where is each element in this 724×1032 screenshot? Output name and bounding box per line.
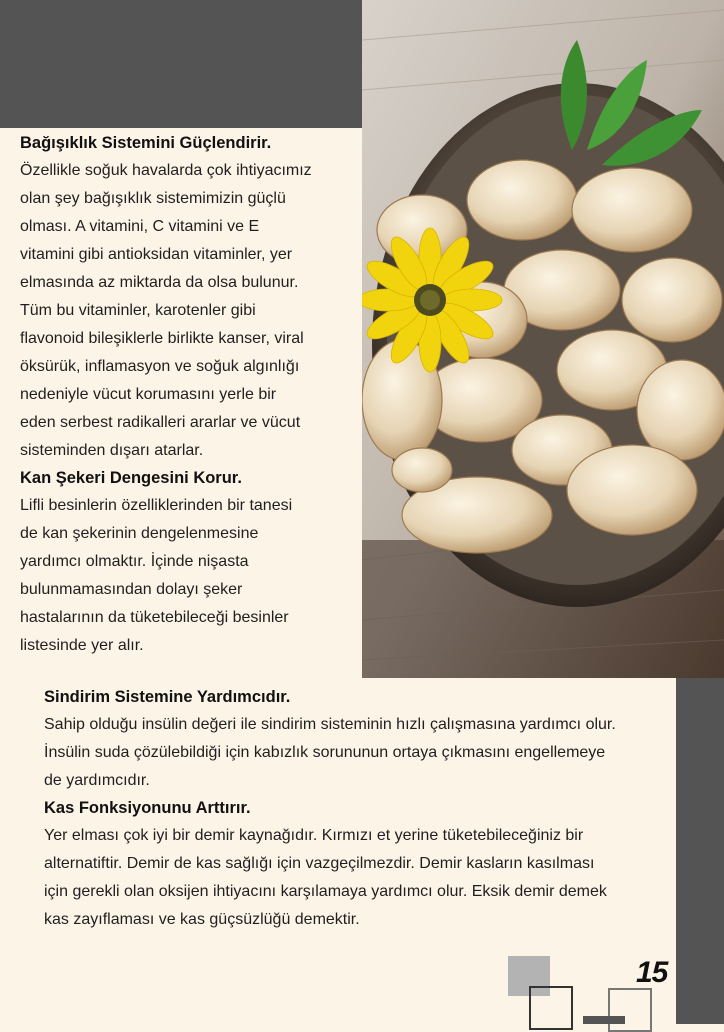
- body-line: vitamini gibi antioksidan vitaminler, yer: [20, 246, 293, 263]
- body-line: olması. A vitamini, C vitamini ve E: [20, 218, 260, 235]
- body-muscle-function: [44, 822, 674, 934]
- body-line: alternatiftir. Demir de kas sağlığı için vazgeçilmezdir. Demir kasların kasılması: [44, 855, 595, 872]
- body-line: için gerekli olan oksijen ihtiyacını karşılamaya yardımcı olur. Eksik demir demek: [44, 883, 607, 900]
- heading-blood-sugar: Kan Şekeri Dengesini Korur.: [20, 469, 242, 487]
- body-line: yardımcı olmaktır. İçinde nişasta: [20, 553, 249, 570]
- body-line: de kan şekerinin dengelenmesine: [20, 525, 259, 542]
- body-line: hastalarının da tüketebileceği besinler: [20, 609, 289, 626]
- heading-muscle-function: Kas Fonksiyonunu Arttırır.: [44, 799, 251, 817]
- body-line: flavonoid bileşiklerle birlikte kanser, viral: [20, 330, 304, 347]
- body-line: nedeniyle vücut korumasını yerle bir: [20, 386, 277, 403]
- body-line: listesinde yer alır.: [20, 637, 144, 654]
- body-line: sisteminden dışarı atarlar.: [20, 442, 204, 459]
- decor-square-outline: [529, 986, 573, 1030]
- body-digestive-system: [44, 711, 674, 795]
- body-line: bulunmamasından dolayı şeker: [20, 581, 243, 598]
- body-line: elmasında az miktarda da olsa bulunur.: [20, 274, 299, 291]
- jerusalem-artichoke-photo: [362, 0, 724, 678]
- body-line: öksürük, inflamasyon ve soğuk algınlığı: [20, 358, 300, 375]
- left-text-column: [20, 130, 350, 660]
- heading-immune-system: Bağışıklık Sistemini Güçlendirir.: [20, 134, 272, 152]
- right-decor-band: [676, 678, 724, 1024]
- decor-square-outline: [608, 988, 652, 1032]
- top-decor-band: [0, 0, 362, 128]
- body-line: kas zayıflaması ve kas güçsüzlüğü demektir.: [44, 911, 360, 928]
- bottom-text-column: [44, 684, 674, 934]
- body-line: Lifli besinlerin özelliklerinden bir tanesi: [20, 497, 293, 514]
- body-immune-system: [20, 157, 350, 465]
- body-line: de yardımcıdır.: [44, 772, 150, 789]
- body-line: Özellikle soğuk havalarda çok ihtiyacımız: [20, 162, 312, 179]
- heading-digestive-system: Sindirim Sistemine Yardımcıdır.: [44, 688, 291, 706]
- body-line: Tüm bu vitaminler, karotenler gibi: [20, 302, 256, 319]
- decor-bar: [583, 1016, 625, 1024]
- body-line: Yer elması çok iyi bir demir kaynağıdır. Kırmızı et yerine tüketebileceğiniz bir: [44, 827, 584, 844]
- body-line: olan şey bağışıklık sistemimizin güçlü: [20, 190, 286, 207]
- body-line: eden serbest radikalleri ararlar ve vücut: [20, 414, 301, 431]
- page-number: 15: [636, 956, 668, 989]
- body-line: İnsülin suda çözülebildiği için kabızlık sorununun ortaya çıkmasını engellemeye: [44, 744, 606, 761]
- body-line: Sahip olduğu insülin değeri ile sindirim sisteminin hızlı çalışmasına yardımcı olur.: [44, 716, 616, 733]
- body-blood-sugar: [20, 492, 350, 660]
